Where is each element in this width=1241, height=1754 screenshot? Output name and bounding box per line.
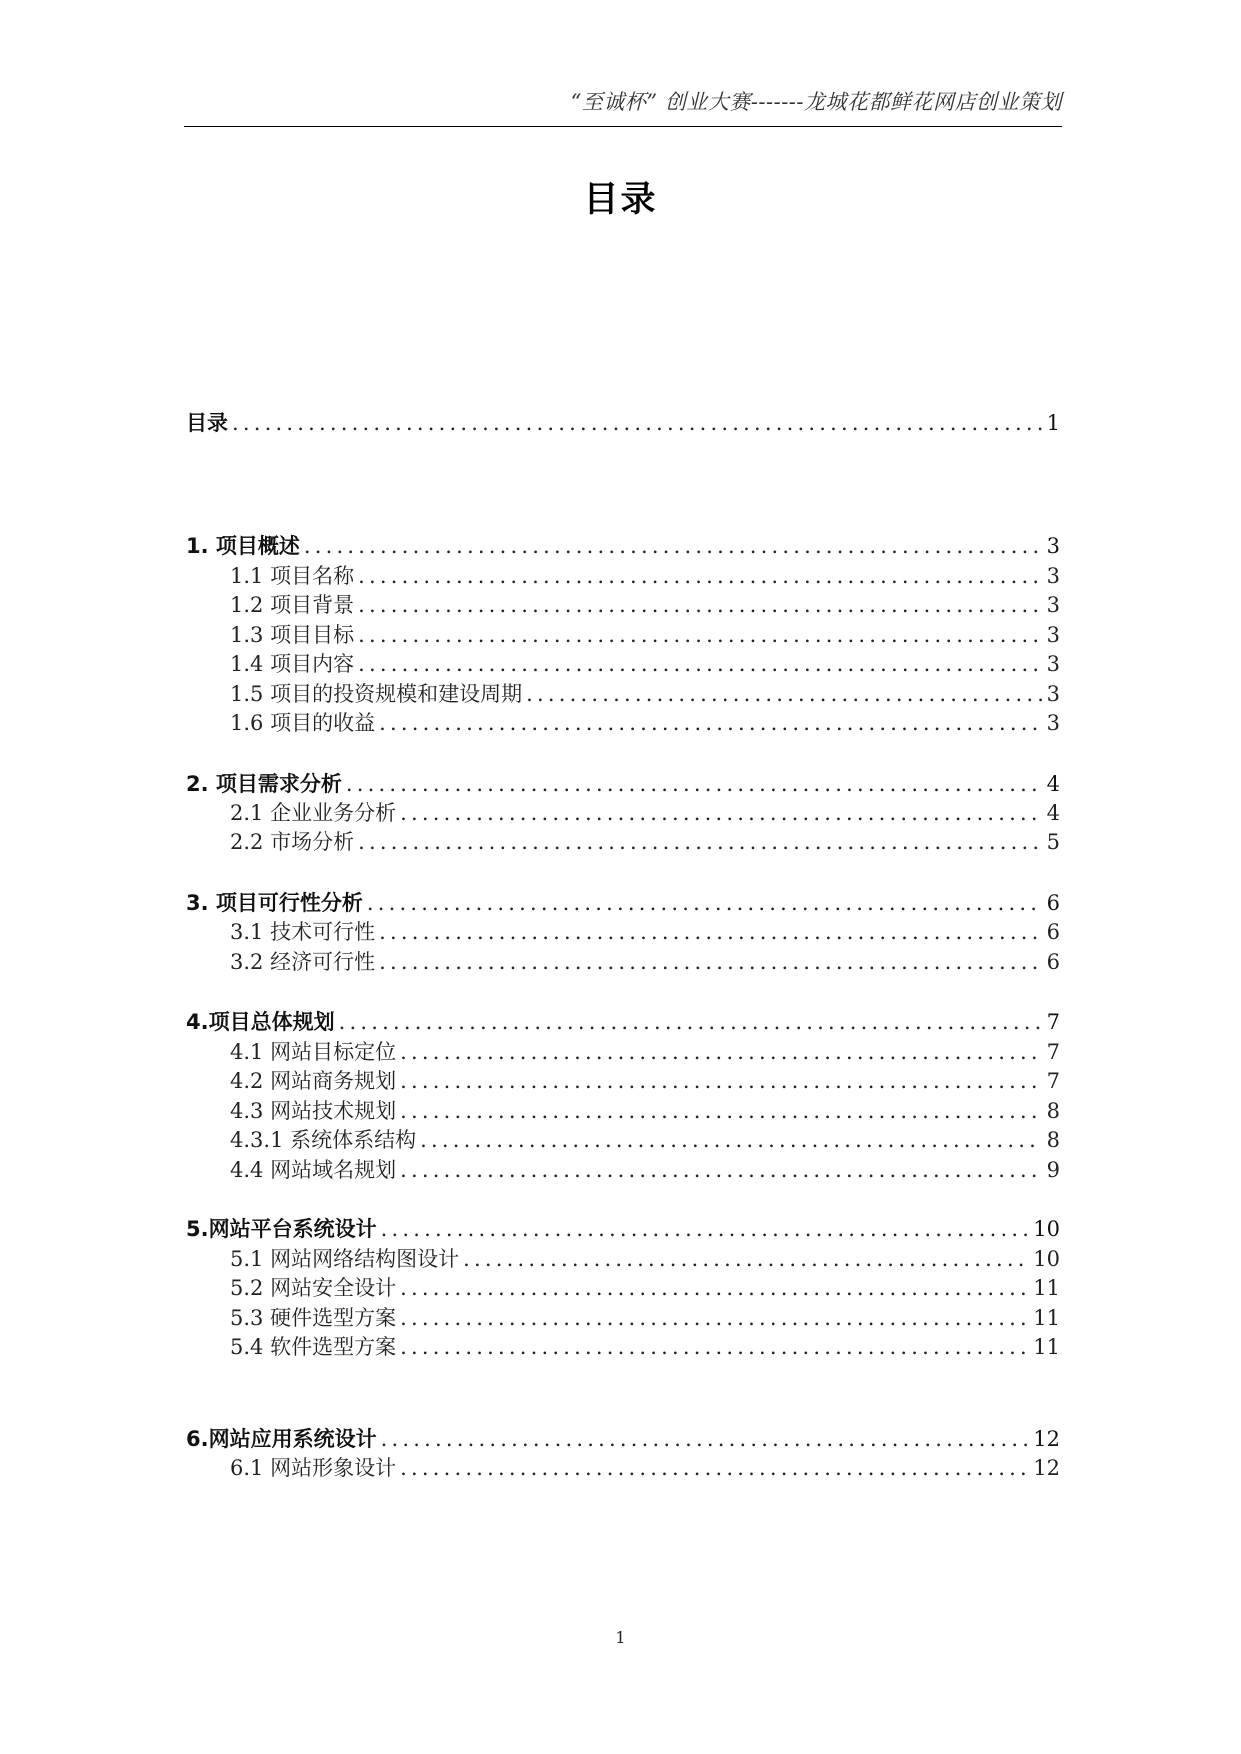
toc-entry[interactable] [186, 947, 1060, 977]
toc-dot-leader [400, 1273, 1029, 1303]
toc-entry-label: 6.网站应用系统设计 [186, 1427, 377, 1451]
toc-entry-page: 6 [1046, 950, 1060, 974]
toc-entry[interactable] [186, 408, 1060, 438]
toc-dot-leader [400, 1453, 1029, 1483]
toc-entry-page: 3 [1046, 593, 1060, 617]
toc-entry-label: 2.1 企业业务分析 [230, 801, 397, 825]
toc-dot-leader [358, 590, 1042, 620]
header-rule [184, 126, 1062, 127]
toc-entry-page: 6 [1046, 920, 1060, 944]
toc-entry[interactable] [186, 1155, 1060, 1185]
toc-entry[interactable] [186, 531, 1060, 561]
toc-entry[interactable] [186, 649, 1060, 679]
toc-entry[interactable] [186, 1453, 1060, 1483]
toc-entry-page: 11 [1033, 1306, 1060, 1330]
toc-entry-page: 12 [1033, 1427, 1060, 1451]
toc-entry-label: 5.2 网站安全设计 [230, 1276, 397, 1300]
toc-entry[interactable] [186, 917, 1060, 947]
toc-entry[interactable] [186, 590, 1060, 620]
toc-entry-page: 11 [1033, 1335, 1060, 1359]
toc-entry[interactable] [186, 798, 1060, 828]
toc-dot-leader [400, 1066, 1042, 1096]
toc-entry-label: 4.3.1 系统体系结构 [230, 1128, 417, 1152]
toc-entry-page: 9 [1046, 1158, 1060, 1182]
toc-entry-page: 3 [1046, 652, 1060, 676]
toc-entry-page: 3 [1046, 682, 1060, 706]
toc-entry-label: 2. 项目需求分析 [186, 772, 342, 796]
toc-entry-label: 目录 [186, 411, 228, 435]
toc-entry-label: 1. 项目概述 [186, 534, 300, 558]
toc-entry-page: 4 [1046, 772, 1060, 796]
toc-entry-label: 1.1 项目名称 [230, 564, 355, 588]
toc-dot-leader [420, 1125, 1042, 1155]
toc-dot-leader [358, 620, 1042, 650]
toc-dot-leader [358, 649, 1042, 679]
toc-dot-leader [358, 561, 1042, 591]
toc-entry[interactable] [186, 769, 1060, 799]
toc-entry[interactable] [186, 708, 1060, 738]
toc-entry[interactable] [186, 1125, 1060, 1155]
toc-entry-label: 4.项目总体规划 [186, 1010, 335, 1034]
toc-entry-page: 3 [1046, 711, 1060, 735]
toc-dot-leader [379, 708, 1042, 738]
toc-dot-leader [367, 888, 1042, 918]
document-title: 目录 [583, 180, 658, 220]
toc-dot-leader [346, 769, 1042, 799]
running-header: “至诚杯” 创业大赛-------龙城花都鲜花网店创业策划 [570, 90, 1062, 114]
toc-dot-leader [358, 827, 1042, 857]
toc-entry-page: 7 [1046, 1010, 1060, 1034]
toc-entry-label: 1.4 项目内容 [230, 652, 355, 676]
toc-entry-label: 1.5 项目的投资规模和建设周期 [230, 682, 523, 706]
toc-entry[interactable] [186, 1424, 1060, 1454]
toc-entry-page: 7 [1046, 1040, 1060, 1064]
toc-entry-label: 1.6 项目的收益 [230, 711, 376, 735]
toc-entry-page: 3 [1046, 623, 1060, 647]
toc-entry[interactable] [186, 827, 1060, 857]
toc-dot-leader [304, 531, 1042, 561]
toc-entry-label: 4.1 网站目标定位 [230, 1040, 397, 1064]
toc-dot-leader [526, 679, 1042, 709]
toc-entry-label: 5.3 硬件选型方案 [230, 1306, 397, 1330]
toc-entry-page: 1 [1046, 411, 1060, 435]
toc-entry[interactable] [186, 1066, 1060, 1096]
toc-entry-page: 10 [1033, 1247, 1060, 1271]
toc-entry[interactable] [186, 1214, 1060, 1244]
toc-entry-page: 12 [1033, 1456, 1060, 1480]
toc-dot-leader [379, 917, 1042, 947]
page-number: 1 [615, 1628, 626, 1647]
toc-entry-label: 1.3 项目目标 [230, 623, 355, 647]
toc-dot-leader [400, 1037, 1042, 1067]
toc-entry-label: 3.2 经济可行性 [230, 950, 376, 974]
toc-dot-leader [339, 1007, 1042, 1037]
toc-dot-leader [400, 798, 1042, 828]
toc-dot-leader [381, 1214, 1030, 1244]
toc-entry-page: 8 [1046, 1099, 1060, 1123]
toc-entry-label: 3. 项目可行性分析 [186, 891, 363, 915]
toc-dot-leader [400, 1332, 1029, 1362]
toc-entry[interactable] [186, 1007, 1060, 1037]
toc-entry[interactable] [186, 620, 1060, 650]
toc-entry-page: 3 [1046, 534, 1060, 558]
toc-dot-leader [381, 1424, 1030, 1454]
toc-entry[interactable] [186, 561, 1060, 591]
toc-entry-label: 1.2 项目背景 [230, 593, 355, 617]
toc-entry-label: 5.1 网站网络结构图设计 [230, 1247, 460, 1271]
toc-entry-page: 11 [1033, 1276, 1060, 1300]
toc-dot-leader [232, 408, 1042, 438]
toc-entry-label: 4.2 网站商务规划 [230, 1069, 397, 1093]
toc-entry[interactable] [186, 1303, 1060, 1333]
toc-dot-leader [400, 1096, 1042, 1126]
toc-entry-label: 4.4 网站域名规划 [230, 1158, 397, 1182]
toc-entry-label: 5.网站平台系统设计 [186, 1217, 377, 1241]
toc-entry-label: 3.1 技术可行性 [230, 920, 376, 944]
toc-dot-leader [400, 1155, 1042, 1185]
toc-dot-leader [463, 1244, 1029, 1274]
toc-entry-label: 6.1 网站形象设计 [230, 1456, 397, 1480]
toc-entry-label: 5.4 软件选型方案 [230, 1335, 397, 1359]
toc-entry-page: 4 [1046, 801, 1060, 825]
toc-entry[interactable] [186, 1273, 1060, 1303]
toc-entry-page: 8 [1046, 1128, 1060, 1152]
toc-entry[interactable] [186, 1332, 1060, 1362]
toc-entry-label: 2.2 市场分析 [230, 830, 355, 854]
toc-entry[interactable] [186, 679, 1060, 709]
toc-entry-page: 7 [1046, 1069, 1060, 1093]
toc-entry-page: 3 [1046, 564, 1060, 588]
toc-entry[interactable] [186, 1096, 1060, 1126]
toc-entry[interactable] [186, 1037, 1060, 1067]
toc-entry-page: 6 [1046, 891, 1060, 915]
toc-entry[interactable] [186, 1244, 1060, 1274]
toc-entry-page: 10 [1033, 1217, 1060, 1241]
toc-dot-leader [379, 947, 1042, 977]
toc-entry-label: 4.3 网站技术规划 [230, 1099, 397, 1123]
toc-entry-page: 5 [1046, 830, 1060, 854]
toc-dot-leader [400, 1303, 1029, 1333]
toc-entry[interactable] [186, 888, 1060, 918]
